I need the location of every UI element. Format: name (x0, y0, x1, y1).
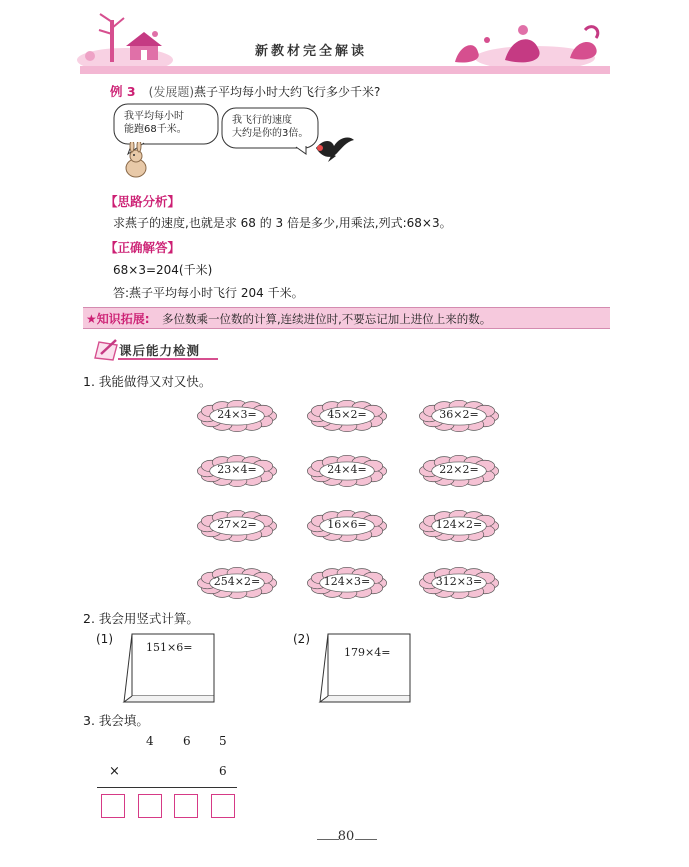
flower-expression: 24×4= (327, 463, 367, 476)
answer-box[interactable] (101, 794, 125, 818)
example-illustration (110, 100, 360, 180)
flower-expression: 312×3= (435, 575, 483, 588)
rabbit-bubble-line: 能跑68千米。 (124, 124, 187, 135)
flower-problem[interactable] (189, 564, 285, 602)
answer-box[interactable] (174, 794, 198, 818)
q3-top-digit: 5 (219, 734, 227, 748)
example-question (110, 81, 380, 100)
flower-expression: 22×2= (439, 463, 479, 476)
q3-top-digit: 4 (146, 734, 154, 748)
answer-sentence: 答:燕子平均每小时飞行 204 千米。 (113, 286, 304, 300)
tip-label: ★知识拓展: (86, 312, 150, 326)
flower-problem[interactable] (189, 397, 285, 435)
answer-box[interactable] (211, 794, 235, 818)
swallow-bubble-line: 我飞行的速度 (232, 115, 292, 126)
header-title: 新教材完全解读 (255, 44, 368, 59)
flower-expression: 124×2= (435, 518, 483, 531)
answer-heading: 【正确解答】 (105, 240, 181, 255)
header-band (80, 66, 610, 74)
q1-title: 1. 我能做得又对又快。 (83, 374, 212, 389)
flower-problem[interactable] (189, 452, 285, 490)
flower-expression: 23×4= (217, 463, 257, 476)
swallow-bubble-text (232, 114, 308, 140)
flower-problem[interactable] (299, 564, 395, 602)
calc-expression: 179×4= (344, 646, 391, 659)
calc-expression: 151×6= (146, 641, 193, 654)
q2-item1-label: (1) (96, 632, 113, 646)
q3-title: 3. 我会填。 (83, 713, 149, 728)
tip-text: 多位数乘一位数的计算,连续进位时,不要忘记加上进位上来的数。 (162, 312, 492, 326)
answer-box[interactable] (138, 794, 162, 818)
swallow-bubble-line: 大约是你的3倍。 (232, 128, 309, 139)
swallow-icon (310, 134, 356, 164)
section-underline (118, 358, 218, 360)
answer-equation: 68×3=204(千米) (113, 263, 213, 277)
flower-expression: 124×3= (323, 575, 371, 588)
flower-expression: 45×2= (327, 408, 367, 421)
section-title: 课后能力检测 (119, 343, 201, 358)
rabbit-icon (118, 142, 158, 180)
rabbit-bubble-line: 我平均每小时 (124, 111, 184, 122)
example-label: 例 3 (110, 84, 136, 99)
flower-problem[interactable] (299, 397, 395, 435)
flower-problem[interactable] (411, 397, 507, 435)
page-number: 80 (337, 829, 355, 844)
flower-problem[interactable] (411, 507, 507, 545)
q2-title: 2. 我会用竖式计算。 (83, 611, 199, 626)
flower-problem[interactable] (411, 564, 507, 602)
flower-problem[interactable] (411, 452, 507, 490)
calc-board-shape (314, 632, 414, 704)
calc-board[interactable] (314, 632, 414, 704)
flower-expression: 24×3= (217, 408, 257, 421)
page-header (0, 0, 689, 78)
rabbit-bubble-text (124, 110, 187, 136)
analysis-heading: 【思路分析】 (105, 194, 181, 209)
example-tag: (发展题) (148, 85, 195, 99)
q3-operator: × (109, 764, 120, 779)
q3-rule (97, 787, 237, 788)
flower-problem[interactable] (299, 452, 395, 490)
q2-item2-label: (2) (293, 632, 310, 646)
flower-expression: 36×2= (439, 408, 479, 421)
flower-expression: 254×2= (213, 575, 261, 588)
flower-expression: 27×2= (217, 518, 257, 531)
example-question-text: 燕子平均每小时大约飞行多少千米? (194, 85, 381, 99)
flower-problem[interactable] (299, 507, 395, 545)
q3-top-digit: 6 (183, 734, 191, 748)
calc-board[interactable] (118, 632, 218, 704)
flower-problem[interactable] (189, 507, 285, 545)
flower-expression: 16×6= (327, 518, 367, 531)
footer-dash (355, 839, 377, 840)
analysis-text: 求燕子的速度,也就是求 68 的 3 倍是多少,用乘法,列式:68×3。 (113, 216, 452, 230)
q3-multiplier: 6 (219, 764, 227, 778)
